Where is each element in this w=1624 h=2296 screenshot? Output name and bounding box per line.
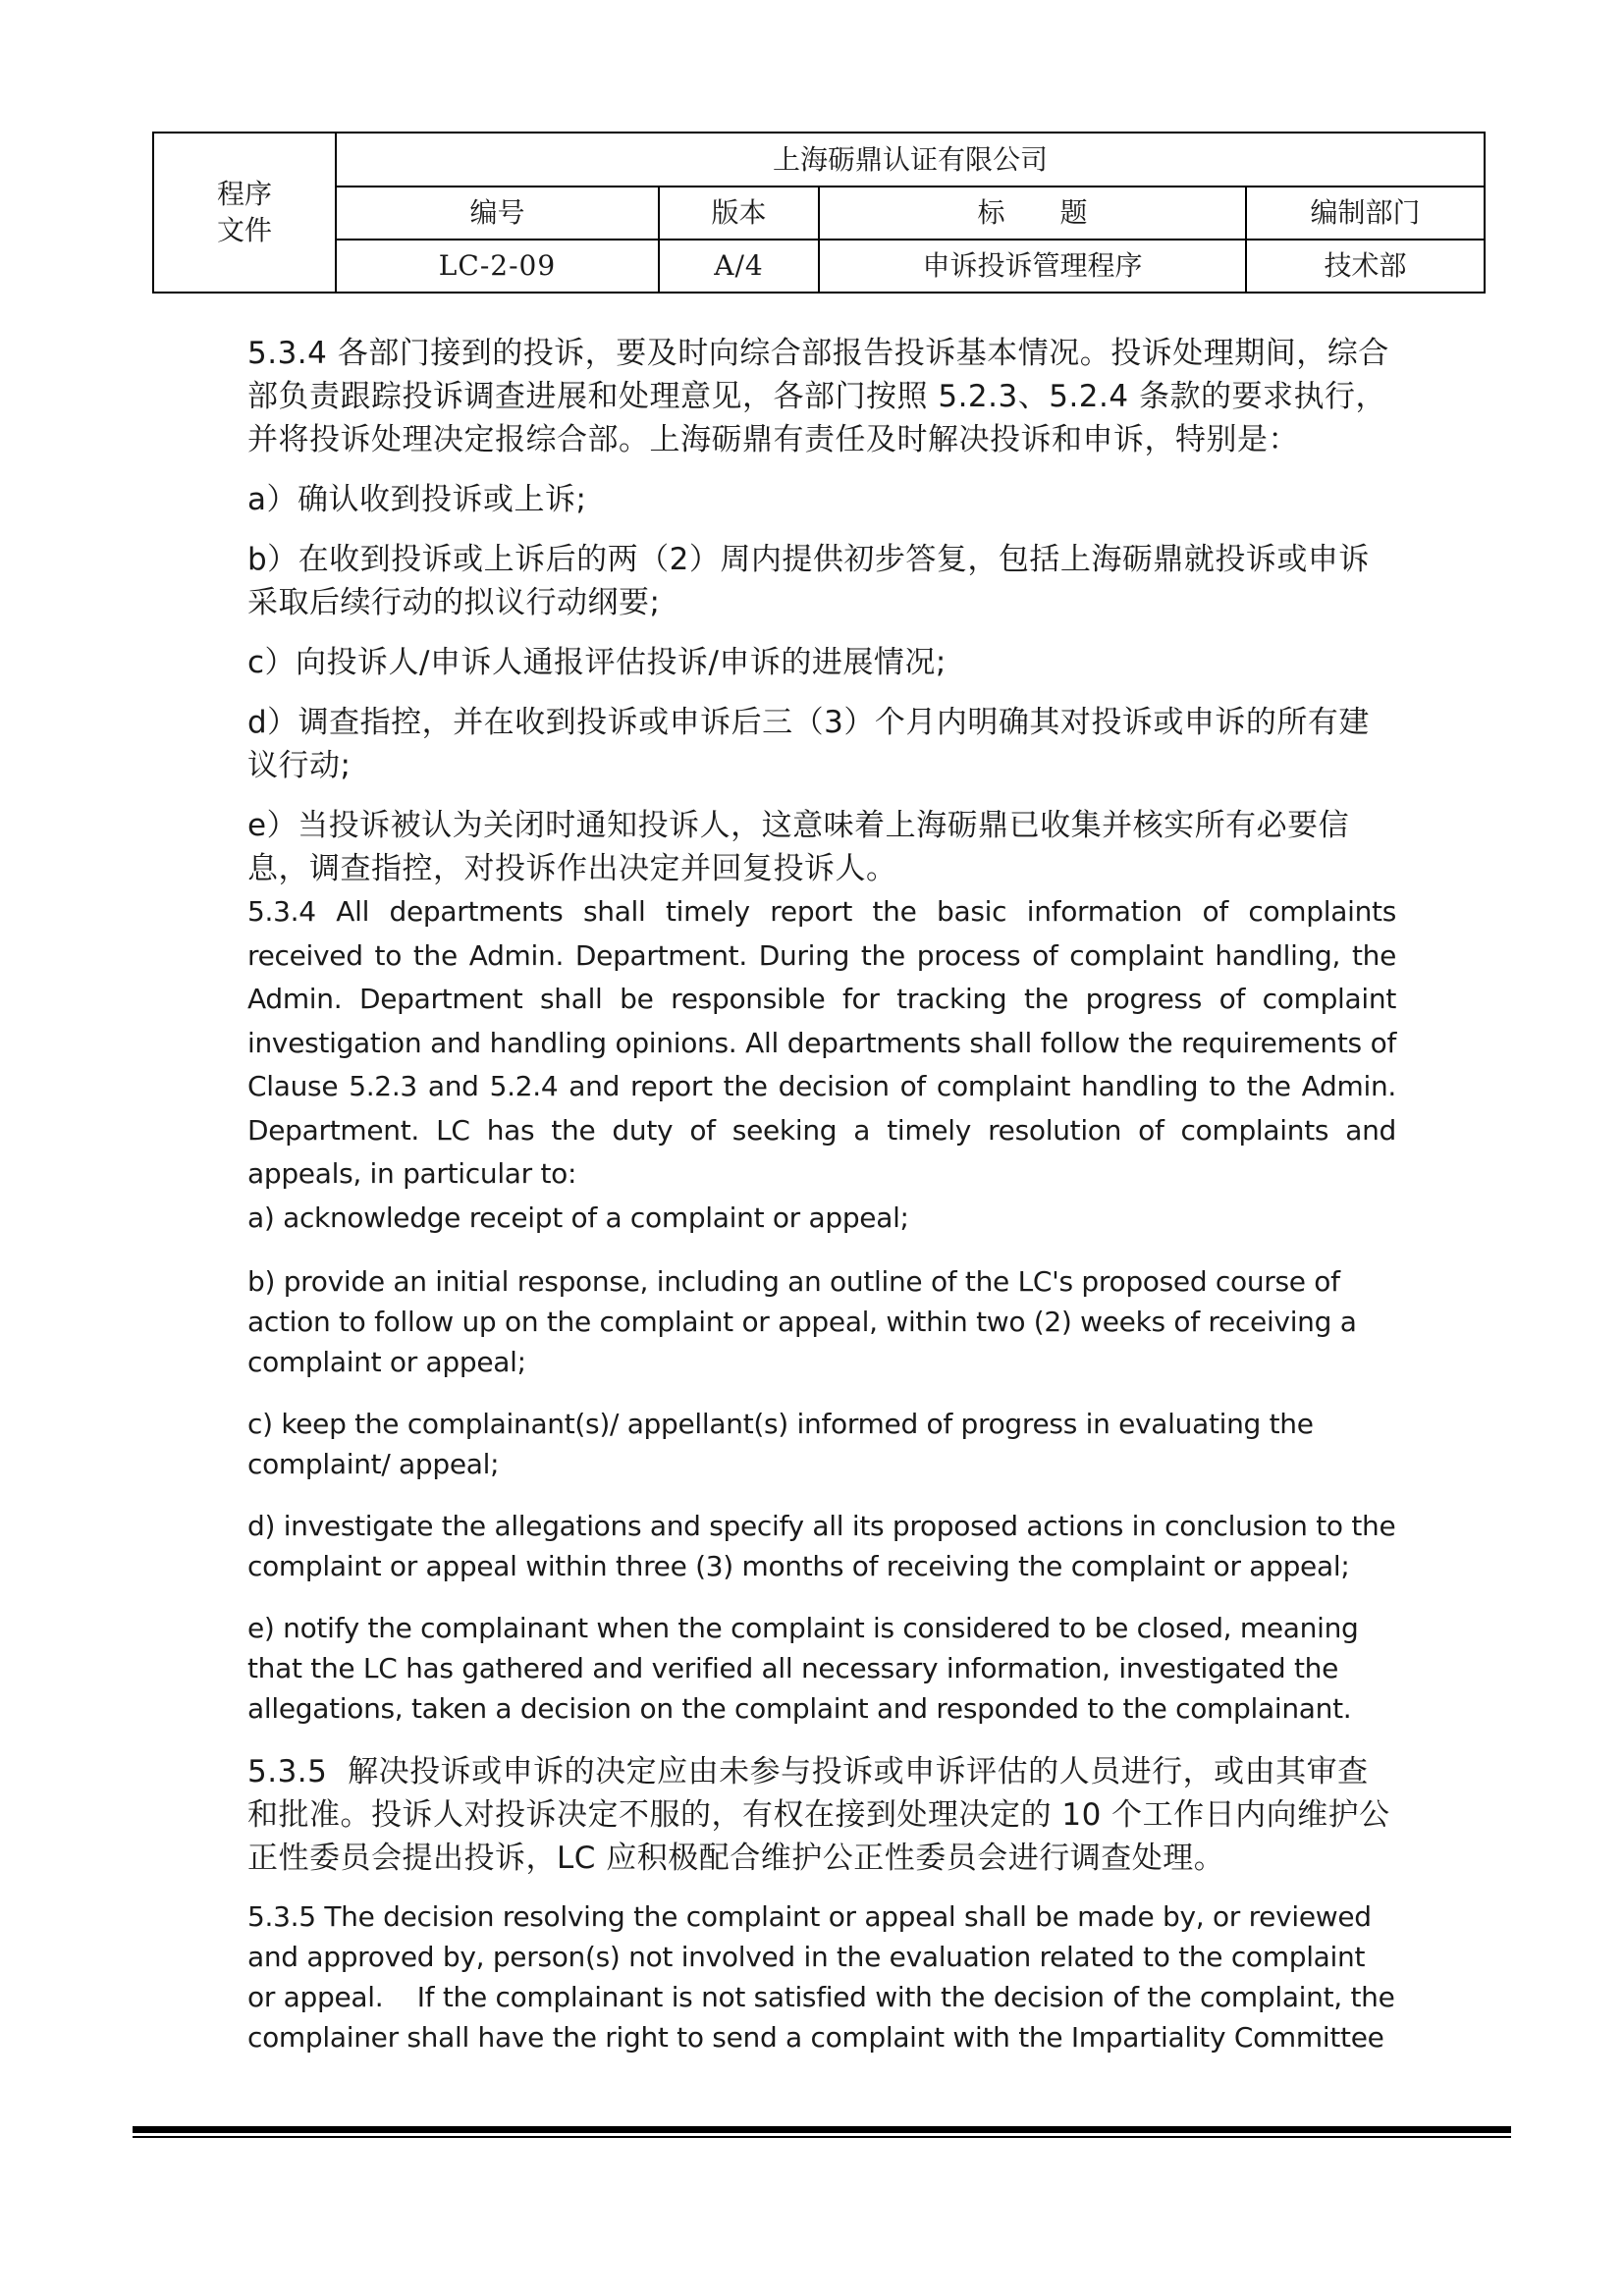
document-body <box>247 332 1404 2079</box>
footer-rule-thick <box>133 2126 1511 2133</box>
item-b-zh: b）在收到投诉或上诉后的两（2）周内提供初步答复，包括上海砺鼎就投诉或申诉采取后续行动的拟议行动纲要; <box>247 542 1370 620</box>
item-c-en: c) keep the complainant(s)/ appellant(s) informed of progress in evaluating the complaint/ appeal; <box>247 1408 1314 1480</box>
item-d-en: d) investigate the allegations and specify all its proposed actions in conclusion to the complaint or appeal within three (3) months of receiving the complaint or appeal; <box>247 1510 1396 1582</box>
clause-5-3-4-en-block <box>247 890 1396 1240</box>
company-name: 上海砺鼎认证有限公司 <box>336 133 1485 187</box>
item-e-zh: e）当投诉被认为关闭时通知投诉人，这意味着上海砺鼎已收集并核实所有必要信息，调查指控，对投诉作出决定并回复投诉人。 <box>247 808 1350 886</box>
item-a-en: a) acknowledge receipt of a complaint or appeal; <box>247 1201 909 1234</box>
doc-type-label: 程序 文件 <box>216 178 272 246</box>
title-header: 标 题 <box>819 187 1246 240</box>
dept-header: 编制部门 <box>1246 187 1485 240</box>
document-number: LC-2-09 <box>336 240 659 293</box>
clause-5-3-5-en: 5.3.5 The decision resolving the complaint or appeal shall be made by, or reviewed and approved by, person(s) not involved in the evaluation related to the complaint or appeal. If the complainant is not satisfied with the decision of the complaint, the complainer shall have the right to send a complaint with the Impartiality Committee <box>247 1900 1404 2054</box>
doc-type-cell <box>153 133 336 293</box>
item-b-en: b) provide an initial response, including an outline of the LC's proposed course of action to follow up on the complaint or appeal, within two (2) weeks of receiving a complaint or appeal; <box>247 1265 1357 1378</box>
clause-5-3-4-zh: 5.3.4 各部门接到的投诉，要及时向综合部报告投诉基本情况。投诉处理期间，综合部负责跟踪投诉调查进展和处理意见，各部门按照 5.2.3、5.2.4 条款的要求执行，并将投诉处理决定报综合部。上海砺鼎有责任及时解决投诉和申诉，特别是： <box>247 336 1389 457</box>
item-d-zh: d）调查指控，并在收到投诉或申诉后三（3）个月内明确其对投诉或申诉的所有建议行动; <box>247 705 1370 783</box>
document-header-table <box>152 132 1486 294</box>
number-header: 编号 <box>336 187 659 240</box>
item-c-zh: c）向投诉人/申诉人通报评估投诉/申诉的进展情况; <box>247 645 947 680</box>
item-e-en: e) notify the complainant when the complaint is considered to be closed, meaning that the LC has gathered and verified all necessary information, investigated the allegations, taken a decision on the complaint and responded to the complainant. <box>247 1612 1359 1725</box>
document-dept: 技术部 <box>1246 240 1485 293</box>
document-title: 申诉投诉管理程序 <box>819 240 1246 293</box>
item-a-zh: a）确认收到投诉或上诉; <box>247 482 587 517</box>
clause-5-3-5-zh: 5.3.5 解决投诉或申诉的决定应由未参与投诉或申诉评估的人员进行，或由其审查和批准。投诉人对投诉决定不服的，有权在接到处理决定的 10 个工作日内向维护公正性委员会提出投诉，LC 应积极配合维护公正性委员会进行调查处理。 <box>247 1754 1390 1876</box>
clause-5-3-4-en: 5.3.4 All departments shall timely report the basic information of complaints received to the Admin. Department. During the process of complaint handling, the Admin. Department shall be responsible for tracking the progress of complaint investigation and handling opinions. All departments shall follow the requirements of Clause 5.2.3 and 5.2.4 and report the decision of complaint handling to the Admin. Department. LC has the duty of seeking a timely resolution of complaints and appeals, in particular to: <box>247 895 1396 1190</box>
footer-rule-thin <box>133 2136 1511 2138</box>
document-version: A/4 <box>659 240 819 293</box>
version-header: 版本 <box>659 187 819 240</box>
